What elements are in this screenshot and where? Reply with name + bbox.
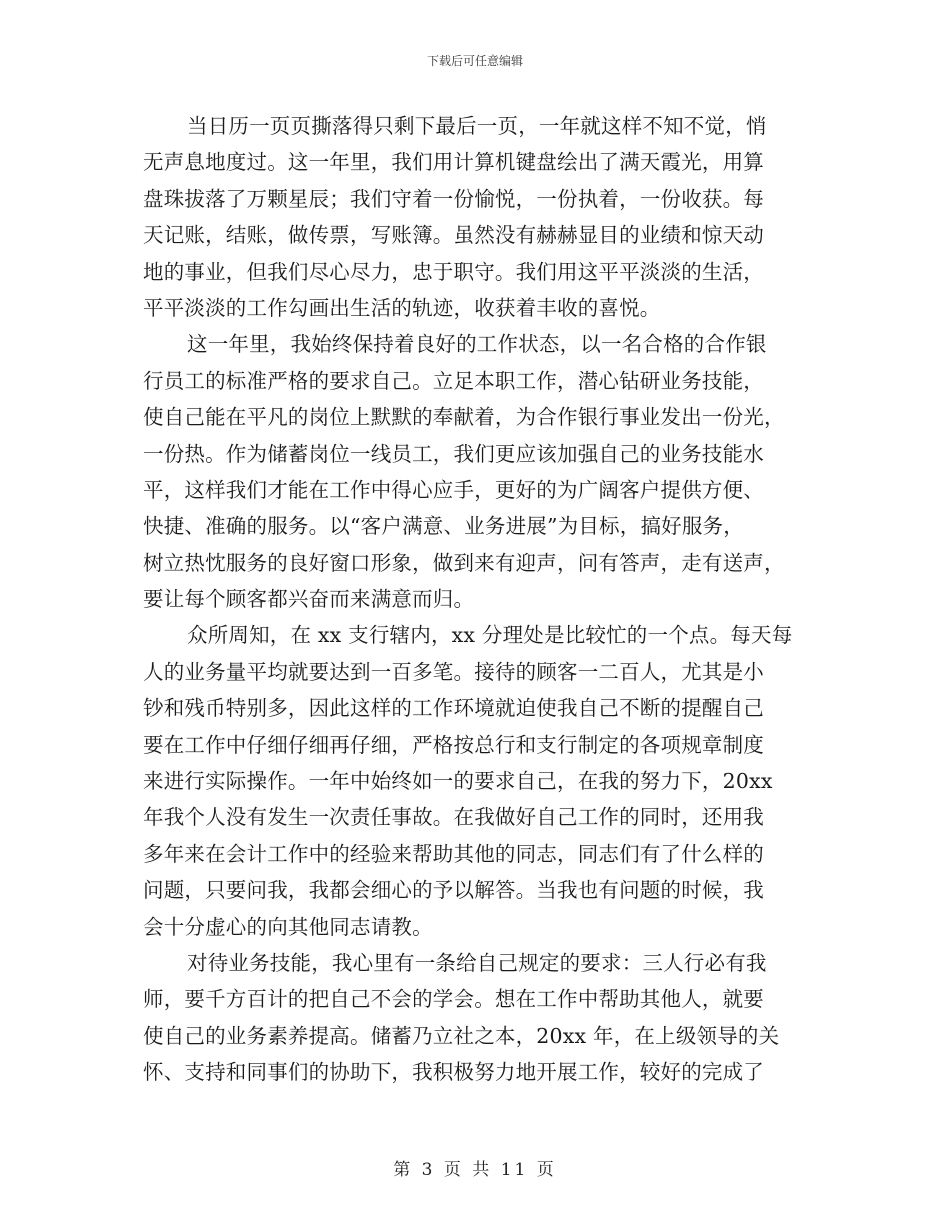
text-line: 钞和残币特别多，因此这样的工作环境就迫使我自己不断的提醒自己: [143, 696, 764, 721]
text-line: 会十分虚心的向其他同志请教。: [143, 914, 433, 939]
text-line: 无声息地度过。这一年里，我们用计算机键盘绘出了满天霞光，用算: [143, 150, 764, 175]
text-line: 平，这样我们才能在工作中得心应手，更好的为广阔客户提供方便、: [143, 477, 764, 502]
text-line: 使自己能在平凡的岗位上默默的奉献着，为合作银行事业发出一份光，: [143, 405, 785, 430]
text-line: 人的业务量平均就要达到一百多笔。接待的顾客一二百人，尤其是小: [143, 659, 764, 684]
text-line: 多年来在会计工作中的经验来帮助其他的同志，同志们有了什么样的: [143, 841, 764, 866]
text-line: 天记账，结账，做传票，写账簿。虽然没有赫赫显目的业绩和惊天动: [143, 223, 764, 248]
text-line: 树立热忱服务的良好窗口形象，做到来有迎声，问有答声，走有送声，: [143, 550, 785, 575]
text-line: 要在工作中仔细仔细再仔细，严格按总行和支行制定的各项规章制度: [143, 732, 764, 757]
document-body: [143, 108, 810, 1091]
text-line: 使自己的业务素养提高。储蓄乃立社之本，20xx 年，在上级领导的关: [143, 1023, 780, 1048]
text-line: 盘珠拔落了万颗星辰；我们守着一份愉悦，一份执着，一份收获。每: [143, 186, 764, 211]
text-line: 来进行实际操作。一年中始终如一的要求自己，在我的努力下，20xx: [143, 769, 773, 794]
paragraph: [143, 945, 810, 1091]
text-line: 行员工的标准严格的要求自己。立足本职工作，潜心钻研业务技能，: [143, 368, 764, 393]
paragraph: [143, 108, 810, 326]
text-line: 这一年里，我始终保持着良好的工作状态，以一名合格的合作银: [187, 332, 767, 357]
page-footer: 第 3 页 共 11 页: [393, 1160, 557, 1180]
page-header: 下载后可任意编辑: [426, 54, 523, 68]
text-line: 快捷、准确的服务。以“客户满意、业务进展”为目标，搞好服务，: [143, 514, 744, 539]
paragraph: [143, 326, 810, 617]
text-line: 地的事业，但我们尽心尽力，忠于职守。我们用这平平淡淡的生活，: [143, 259, 764, 284]
text-line: 年我个人没有发生一次责任事故。在我做好自己工作的同时，还用我: [143, 805, 764, 830]
text-line: 要让每个顾客都兴奋而来满意而归。: [143, 587, 475, 612]
text-line: 当日历一页页撕落得只剩下最后一页，一年就这样不知不觉，悄: [187, 114, 767, 138]
text-line: 问题，只要问我，我都会细心的予以解答。当我也有问题的时候，我: [143, 878, 764, 903]
text-line: 平平淡淡的工作勾画出生活的轨迹，收获着丰收的喜悦。: [143, 295, 661, 320]
paragraph: [143, 617, 810, 945]
text-line: 众所周知，在 xx 支行辖内，xx 分理处是比较忙的一个点。每天每: [187, 623, 793, 648]
text-line: 对待业务技能，我心里有一条给自己规定的要求：三人行必有我: [187, 950, 767, 975]
text-line: 怀、支持和同事们的协助下，我积极努力地开展工作，较好的完成了: [143, 1060, 764, 1085]
text-line: 一份热。作为储蓄岗位一线员工，我们更应该加强自己的业务技能水: [143, 441, 764, 466]
text-line: 师，要千方百计的把自己不会的学会。想在工作中帮助其他人，就要: [143, 987, 764, 1012]
